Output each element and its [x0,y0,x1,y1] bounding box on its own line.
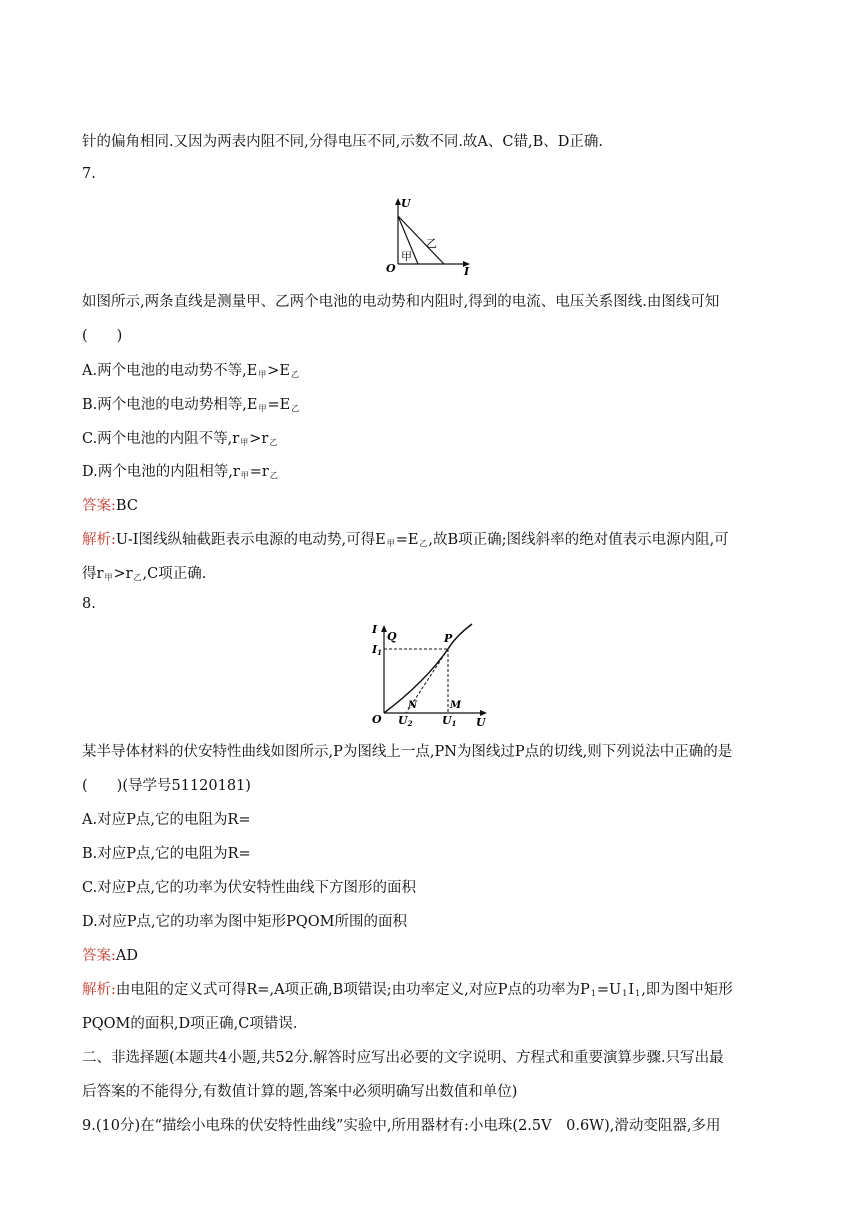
q8-paren: ( )(导学号51120181) [82,778,251,794]
q8-option-d: D.对应P点,它的功率为图中矩形PQOM所围的面积 [82,914,407,930]
q8-answer: 答案:AD [82,948,138,964]
q8-label-q: Q [387,630,397,643]
analysis-label: 解析: [82,982,116,998]
q7-ui-figure [384,196,484,276]
section2-heading-line1: 二、非选择题(本题共4小题,共52分.解答时应写出必要的文字说明、方程式和重要演算步骤.只写出最 [82,1050,724,1066]
q7-option-d: D.两个电池的内阻相等$,r_甲=r_乙$ [82,464,278,480]
q8-label-u1: U1 [442,714,457,728]
q7-number: 7. [82,166,96,182]
q7-paren: ( ) [82,328,123,344]
q7-analysis-line2: 得$r_甲>r_乙,C$项正确. [82,566,207,582]
q7-label-u: U [401,197,411,210]
q7-option-c: C.两个电池的内阻不等$,r_甲>r_乙$ [82,431,278,447]
q8-analysis-line1: 解析:由电阻的定义式可得R=,A项正确,B项错误;由功率定义,对应P点的功率为$P_1=U_1I_1$,即为图中矩形 [82,982,733,998]
answer-label: 答案: [82,498,116,514]
q8-label-p: P [444,632,453,645]
q7-label-yi: 乙 [426,237,437,250]
q9-stem-line1: 9.(10分)在“描绘小电珠的伏安特性曲线”实验中,所用器材有:小电珠(2.5V 0.6W),滑动变阻器,多用 [82,1118,721,1134]
q8-label-origin: O [372,713,382,726]
q8-label-i1: I1 [372,643,383,657]
q8-label-u2: U2 [398,714,413,728]
q7-option-b: B.两个电池的电动势相等$,E_甲=E_乙$ [82,397,300,413]
q7-label-i: I [464,265,470,278]
q8-label-i: I [372,623,378,636]
q7-analysis-line1: 解析:U-I图线纵轴截距表示电源的电动势,可得$E_甲=E_乙$,故B项正确;图线斜率的绝对值表示电源内阻,可 [82,532,729,548]
analysis-label: 解析: [82,532,116,548]
q8-iu-figure [370,620,490,730]
q8-stem: 某半导体材料的伏安特性曲线如图所示,P为图线上一点,PN为图线过P点的切线,则下列说法中正确的是 [82,744,733,760]
q8-option-b: B.对应P点,它的电阻为R= [82,846,251,862]
q7-option-a: A.两个电池的电动势不等$,E_甲>E_乙$ [82,363,300,379]
q7-label-origin: O [386,262,396,275]
q8-option-c: C.对应P点,它的功率为伏安特性曲线下方图形的面积 [82,880,417,896]
q8-label-u: U [476,716,486,729]
q7-label-jia: 甲 [401,250,412,263]
q8-label-n: N [408,700,418,711]
section2-heading-line2: 后答案的不能得分,有数值计算的题,答案中必须明确写出数值和单位) [82,1084,518,1100]
q7-answer: 答案:BC [82,498,138,514]
q8-number: 8. [82,596,96,612]
answer-label: 答案: [82,948,116,964]
q8-option-a: A.对应P点,它的电阻为R= [82,812,251,828]
q6-analysis-tail: 针的偏角相同.又因为两表内阻不同,分得电压不同,示数不同.故A、C错,B、D正确. [82,134,603,150]
q7-stem: 如图所示,两条直线是测量甲、乙两个电池的电动势和内阻时,得到的电流、电压关系图线.由图线可知 [82,294,720,310]
q8-analysis-line2: PQOM的面积,D项正确,C项错误. [82,1016,298,1032]
q8-label-m: M [450,700,462,711]
